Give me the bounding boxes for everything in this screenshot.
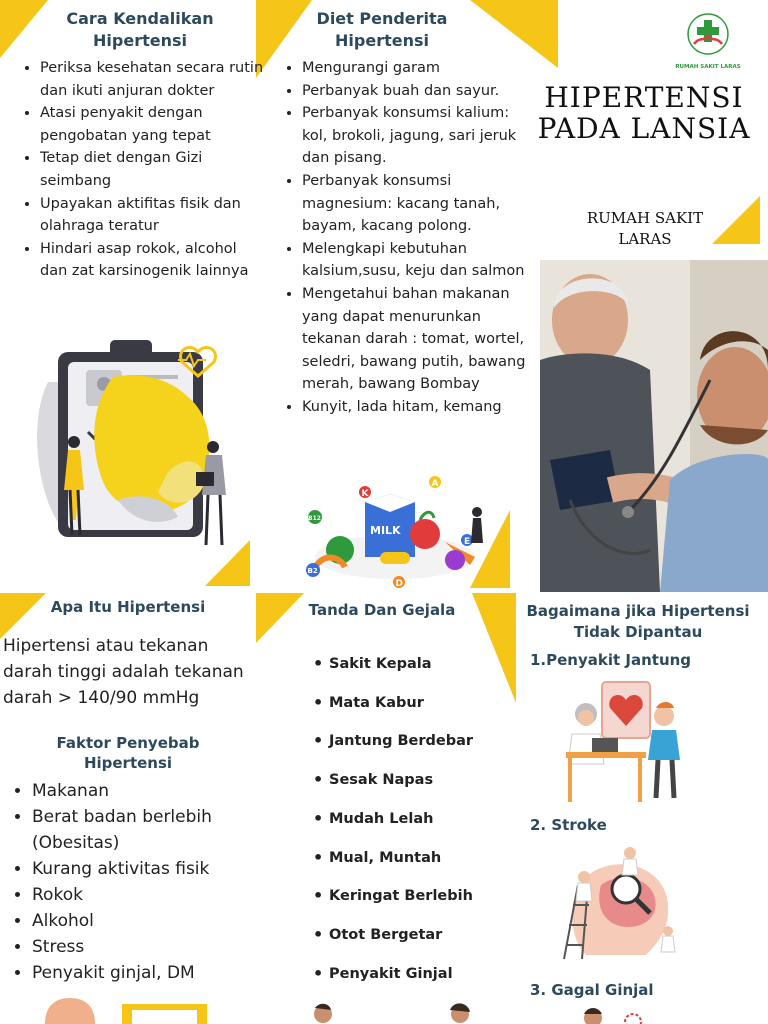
complication-stroke-label: 2. Stroke [530,816,607,834]
hospital-name: RUMAH SAKIT LARAS [586,209,704,248]
list-item: • Penyakit Ginjal [313,955,503,994]
complication-heart-label: 1.Penyakit Jantung [530,651,692,669]
symptom-list [313,645,503,993]
list-item: • Rokok [32,882,272,908]
list-item: • Mual, Muntah [313,839,503,878]
list-item: • Tetap diet dengan Gizi seimbang [40,147,268,192]
list-item: • Keringat Berlebih [313,877,503,916]
list-item: • Sakit Kepala [313,645,503,684]
list-item: • Hindari asap rokok, alcohol dan zat karsinogenik lainnya [40,238,268,283]
section-title: Apa Itu Hipertensi [50,598,206,616]
list-item: • Periksa kesehatan secara rutin dan ikuti anjuran dokter [40,57,268,102]
logo-caption: RUMAH SAKIT LARAS [675,64,741,70]
hand-illustration [40,996,220,1024]
list-item: • Perbanyak buah dan sayur. [302,80,532,103]
list-item: • Perbanyak konsumsi magnesium: kacang tanah, bayam, kacang polong. [302,170,532,238]
section-title: Faktor Penyebab Hipertensi [56,734,200,772]
list-item: • Mengetahui bahan makanan yang dapat menurunkan tekanan darah : tomat, wortel, seledri, bawang putih, bawang merah, bawang Bombay [302,283,532,396]
svg-text:E: E [464,537,471,547]
svg-text:A: A [431,479,439,489]
list-item: • Perbanyak konsumsi kalium: kol, brokoli, jagung, sari jeruk dan pisang. [302,102,532,170]
list-item: • Penyakit ginjal, DM [32,960,272,986]
heart-doctor-illustration [562,680,690,804]
blood-pressure-photo [540,260,768,592]
list-item: • Jantung Berdebar [313,722,503,761]
list-item: • Sesak Napas [313,761,503,800]
list-item: • Mudah Lelah [313,800,503,839]
svg-text:B12: B12 [308,515,321,522]
list-item: • Melengkapi kebutuhan kalsium,susu, keju dan salmon [302,238,532,283]
list-item: • Mengurangi garam [302,57,532,80]
control-list [20,57,268,283]
section-title: Diet Penderita Hipertensi [316,9,448,50]
section-title: Cara Kendalikan Hipertensi [66,9,214,50]
list-item: • Atasi penyakit dengan pengobatan yang tepat [40,102,268,147]
definition-text: Hipertensi atau tekanan darah tinggi adalah tekanan darah > 140/90 mmHg [3,636,244,708]
section-title: Bagaimana jika Hipertensi Tidak Dipantau [526,602,750,641]
brain-stroke-illustration [556,845,686,961]
list-item: • Kunyit, lada hitam, kemang [302,396,532,419]
kidney-illustration [575,1004,695,1024]
list-item: • Makanan [32,778,272,804]
list-item: • Berat badan berlebih (Obesitas) [32,804,272,856]
list-item: • Otot Bergetar [313,916,503,955]
list-item: • Mata Kabur [313,684,503,723]
list-item: • Kurang aktivitas fisik [32,856,272,882]
list-item: • Alkohol [32,908,272,934]
people-illustration [305,1002,485,1024]
list-item: • Stress [32,934,272,960]
complication-kidney-label: 3. Gagal Ginjal [530,981,654,999]
factor-list [12,778,272,986]
diet-list [282,57,532,419]
hospital-logo [668,10,748,70]
food-vitamins-illustration [295,472,495,590]
section-title: Tanda Dan Gejala [308,601,456,619]
hospital-logo-icon [668,10,748,60]
milk-label: MILK [370,524,401,537]
list-item: • Upayakan aktifitas fisik dan olahraga teratur [40,193,268,238]
clipboard-heart-illustration [18,322,250,558]
svg-text:B2: B2 [307,567,318,575]
svg-text:K: K [361,489,369,499]
main-title: HIPERTENSI PADA LANSIA [537,81,751,145]
svg-text:D: D [395,579,403,589]
